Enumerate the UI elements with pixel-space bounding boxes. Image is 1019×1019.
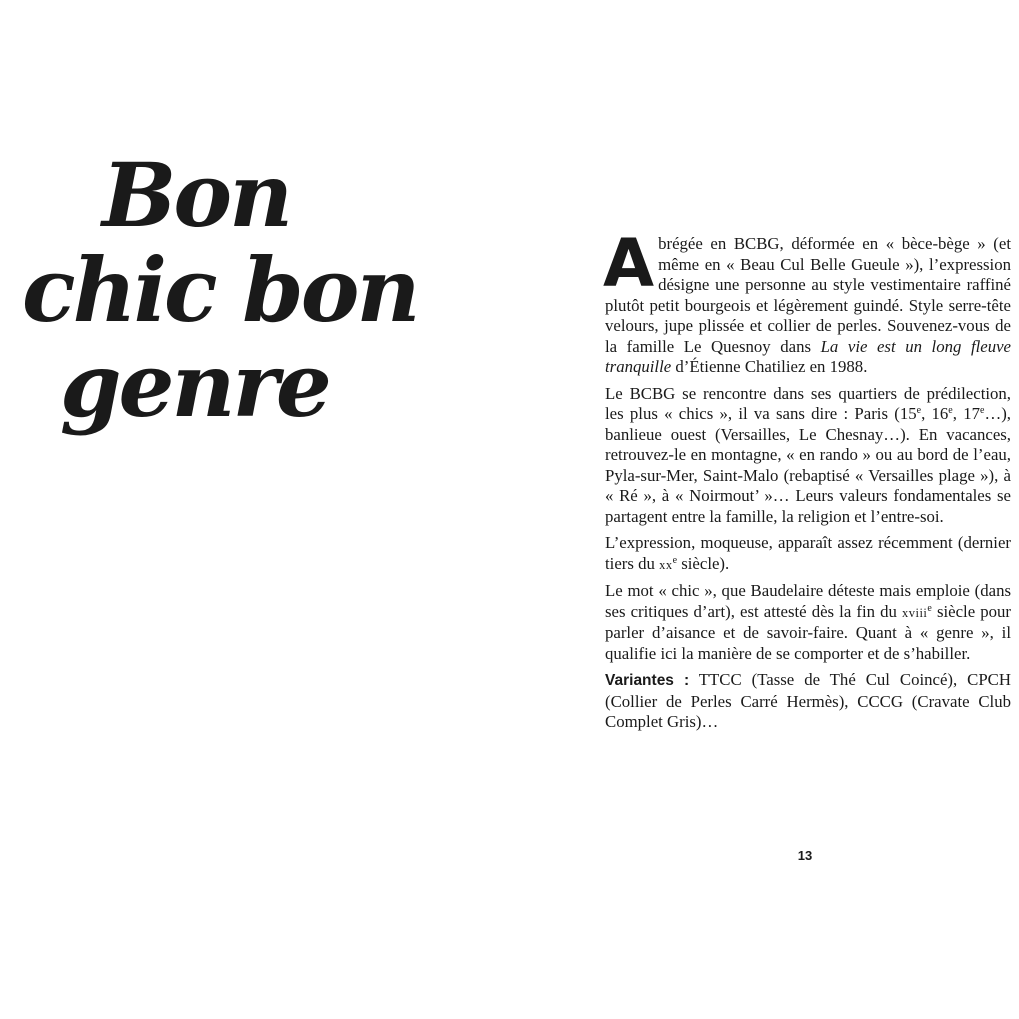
text: Le mot « chic », que Baudelaire déteste mais emploie (dans ses critiques d’art), est attesté dès la fin du <box>605 581 1011 621</box>
intro-text-end: d’Étienne Chatiliez en 1988. <box>671 357 868 376</box>
variants-label: Variantes : <box>605 672 690 689</box>
paragraph-origin <box>605 533 1011 575</box>
superscript: e <box>916 405 922 416</box>
superscript: e <box>927 602 932 614</box>
text: , 16 <box>921 404 949 423</box>
text: siècle). <box>677 553 730 573</box>
century-numeral: xx <box>659 557 673 572</box>
intro-text: brégée en BCBG, déformée en « bèce-bège » (et même en « Beau Cul Belle Gueule »), l’expression désigne une personne au style vestimentaire raffiné plutôt petit bourgeois et légèrement guindé. Style serre-tête velours, jupe plissée et collier de perles. Souvenez-vous de la famille Le Quesnoy dans <box>605 234 1011 356</box>
title-line-1: Bon <box>102 143 291 247</box>
text: siècle pour parler d’aisance et de savoir-faire. Quant à « genre », il qualifie ici la manière de se comporter et de s’habiller. <box>605 601 1012 663</box>
article-body <box>603 225 1012 739</box>
superscript: e <box>979 405 985 416</box>
text: L’expression, moqueuse, apparaît assez récemment (dernier tiers du <box>605 533 1011 573</box>
title-line-3: genre <box>60 333 329 437</box>
paragraph-variants <box>605 670 1011 733</box>
text: Le BCBG se rencontre dans ses quartiers de prédilection, les plus « chics », il va sans dire : Paris (15 <box>605 383 1011 423</box>
superscript: e <box>672 554 678 566</box>
paragraph-etymology <box>605 581 1011 664</box>
text: …), banlieue ouest (Versailles, Le Chesnay…). En vacances, retrouvez-le en montagne, « en rando » ou au bord de l’eau, Pyla-sur-Mer, Saint-Malo (rebaptisé « Versailles plage »), à « Ré », à « Noirmout’ »… Leurs valeurs fondamentales se partagent entre la famille, la religion et l’entre-soi. <box>605 404 1012 526</box>
paragraph-neighborhoods <box>605 384 1011 528</box>
drop-cap: A <box>603 225 655 302</box>
chapter-title <box>0 143 420 437</box>
century-numeral: xviii <box>901 605 928 620</box>
paragraph-intro <box>603 225 1011 378</box>
title-line-2: chic bon <box>22 238 418 342</box>
film-title: La vie est un long fleuve tranquille <box>605 336 1011 376</box>
superscript: e <box>948 405 953 416</box>
page-number: 13 <box>797 848 813 863</box>
text: , 17 <box>952 404 980 423</box>
variants-text: TTCC (Tasse de Thé Cul Coincé), CPCH (Collier de Perles Carré Hermès), CCCG (Cravate Club Complet Gris)… <box>605 670 1011 731</box>
